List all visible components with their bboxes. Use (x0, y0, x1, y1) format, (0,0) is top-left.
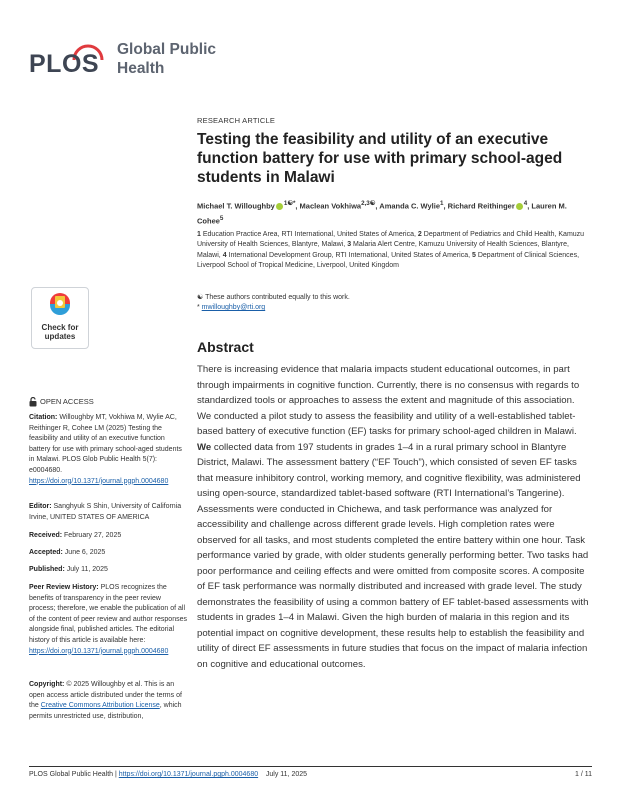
author-link[interactable]: , Richard Reithinger (443, 201, 515, 211)
equal-contribution-note: ☯ These authors contributed equally to this work. (197, 294, 350, 301)
check-for-updates-badge[interactable] (31, 287, 89, 349)
abstract-body: There is increasing evidence that malaria impacts student educational outcomes, in part through impairments in cognitive function. Currently, there is no consensus with regards to standardized tools or approaches to assess the extent and magnitude of this association. We conducted a pilot study to assess the feasibility and utility of a well-established tablet-based battery of executive function (EF) tasks for primary school-aged children in Malawi. We collected data from 197 students in grades 1–4 in a rural primary school in Blantyre District, Malawi. The assessment battery (“EF Touch”), which consisted of seven EF tasks that measure inhibitory control, working memory, and cognitive flexibility, was administered using open-source, standardized tablet-based software (RTI International’s Tangerine). Assessments were conducted in Chichewa, and task performance was analyzed for accessibility and challenge across different grade levels. High completion rates were observed for all tasks, and most students completed the entire battery within one hour. Task performance varied by grade, with older students generally performing better. Two tasks had poor performance and ceiling effects and were omitted from composite scores. A composite of EF task performance was normally distributed and increased with grade level. The study demonstrates the feasibility of using a common battery of EF tablet-based assessments with students in grades 1–4 in Malawi. Given the high burden of malaria in this region and its potential impact on cognitive development, these results help to establish the feasibility and utility of direct EF assessments in future studies that focus on the impact of malaria infection on cognitive and educational outcomes. (197, 364, 589, 670)
footer-divider (29, 766, 592, 767)
orcid-icon[interactable] (516, 203, 523, 210)
author-link[interactable]: , Lauren M. Cohee (197, 201, 567, 225)
email-link[interactable]: mwilloughby@rti.org (201, 304, 266, 311)
open-access-badge: OPEN ACCESS (29, 397, 187, 408)
author-link[interactable]: , Amanda C. Wylie (375, 201, 440, 211)
abstract-heading: Abstract (197, 339, 254, 355)
peer-review-block: Peer Review History: PLOS recognizes the benefits of transparency in the peer review process; therefore, we enable the publication of all of the content of peer review and author responses alongside final, published articles. The editorial history of this article is available here: https://doi.org/10.1371/journal.pgph.0004680 (29, 584, 187, 655)
published-date: Published: July 11, 2025 (29, 566, 108, 573)
editor-block: Editor: Sanghyuk S Shin, University of California Irvine, UNITED STATES OF AMERICA (29, 503, 182, 521)
page-number: 1 / 11 (575, 771, 592, 778)
crossmark-icon (49, 292, 71, 316)
corresponding-author: * mwilloughby@rti.org (197, 304, 266, 311)
author-list: Michael T. Willoughby $^{1☯*}$, Maclean Vokhiwa$^{2,3☯}$, Amanda C. Wylie$^1$, Richard Reithinger $^4$, Lauren M. Cohee$^5$ (197, 200, 567, 225)
accepted-date: Accepted: June 6, 2025 (29, 549, 106, 556)
citation-block: Citation: Willoughby MT, Vokhiwa M, Wylie AC, Reithinger R, Cohee LM (2025) Testing the feasibility and utility of an executive function battery for use with primary school-aged students in Malawi. PLOS Glob Public Health 5(7): e0004680. https://doi.org/10.1371/journal.pgph.0004680 (29, 414, 182, 485)
article-title: Testing the feasibility and utility of an executive function battery for use with primary school-aged students in Malawi (197, 131, 563, 186)
page-footer: PLOS Global Public Health | https://doi.org/10.1371/journal.pgph.0004680 July 11, 2025 (29, 771, 308, 778)
author-notes (197, 293, 592, 313)
footer-doi-link[interactable]: https://doi.org/10.1371/journal.pgph.0004680 (118, 771, 259, 778)
author-link[interactable]: Michael T. Willoughby (197, 201, 275, 211)
open-lock-icon (29, 397, 37, 407)
received-date: Received: February 27, 2025 (29, 532, 122, 539)
article-type: RESEARCH ARTICLE (197, 116, 276, 125)
check-for-updates-label: Check for updates (41, 323, 79, 341)
license-link[interactable]: Creative Commons Attribution License (40, 702, 160, 710)
peer-review-doi-link[interactable]: https://doi.org/10.1371/journal.pgph.0004680 (29, 647, 169, 655)
journal-logo (29, 40, 229, 82)
author-link[interactable]: , Maclean Vokhiwa (295, 201, 362, 211)
affiliations: 1 Education Practice Area, RTI International, United States of America, 2 Department of Pediatrics and Child Health, Kamuzu University of Health Sciences, Blantyre, Malawi, 3 Malaria Alert Centre, Kamuzu University of Health Sciences, Blantyre, Malawi, 4 International Development Group, RTI International, United States of America, 5 Department of Clinical Sciences, Liverpool School of Tropical Medicine, Liverpool, United Kingdom (197, 231, 585, 270)
journal-name: Global Public Health (117, 41, 217, 77)
citation-doi-link[interactable]: https://doi.org/10.1371/journal.pgph.0004680 (29, 477, 169, 485)
plos-wordmark: PLOS (29, 50, 100, 78)
orcid-icon[interactable] (276, 203, 283, 210)
copyright-block: Copyright: © 2025 Willoughby et al. This is an open access article distributed under the terms of the Creative Commons Attribution License, which permits unrestricted use, distribution, (29, 681, 182, 720)
footer-date: July 11, 2025 (265, 771, 308, 778)
